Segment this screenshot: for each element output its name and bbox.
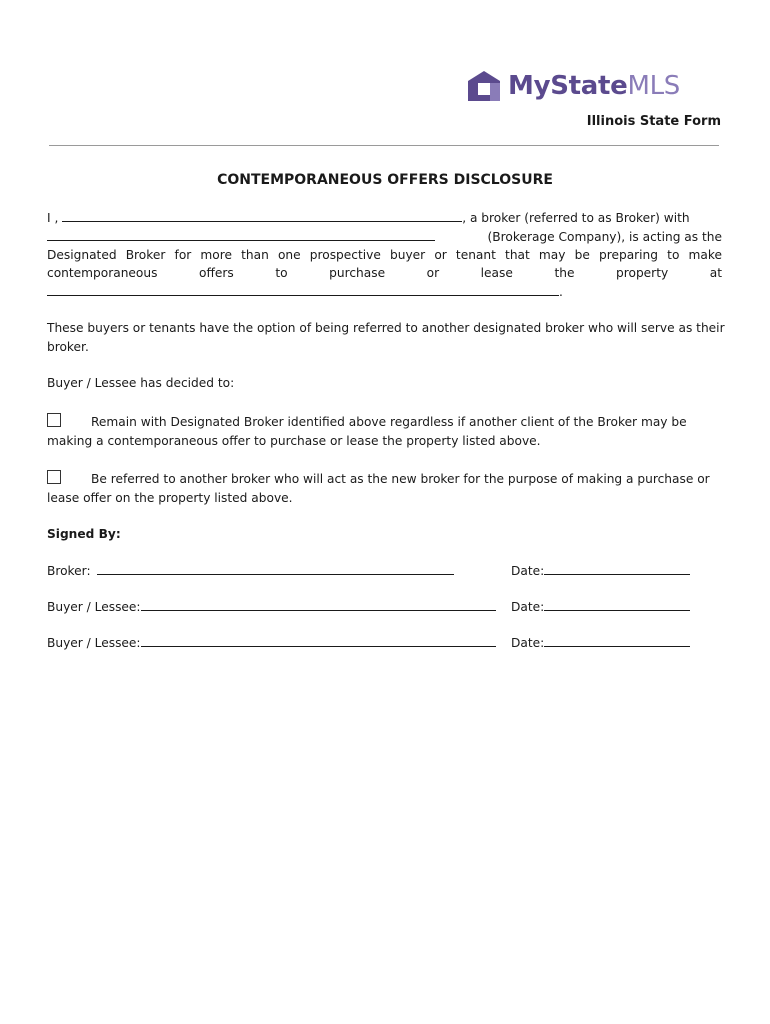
intro-line-5 [47,283,722,301]
buyer-1-signature-label: Buyer / Lessee: [47,600,141,614]
buyer-2-date-blank[interactable] [544,634,690,647]
intro-after-name: , a broker (referred to as Broker) with [462,211,690,225]
broker-name-blank[interactable] [62,209,462,222]
decision-label: Buyer / Lessee has decided to: [47,376,235,390]
intro-word: contemporaneous [47,266,158,280]
option-note: These buyers or tenants have the option of being referred to another designated broker who will serve as their broker. [47,321,725,354]
date-row-broker [511,562,711,580]
property-address-blank[interactable] [47,283,559,296]
buyer-2-date-label: Date: [511,636,545,650]
intro-end-period: . [559,285,563,299]
intro-word: to [275,266,288,280]
date-row-buyer-1 [511,598,711,616]
buyer-2-signature-blank[interactable] [141,634,496,647]
mystatemls-logo [466,68,680,104]
buyer-1-signature-blank[interactable] [141,598,496,611]
intro-line-1 [47,209,722,227]
signed-by-heading: Signed By: [47,527,121,541]
broker-date-label: Date: [511,564,545,578]
house-logo-icon [466,69,502,103]
choice-remain-text: Remain with Designated Broker identified above regardless if another client of the Broker may be making a contemporaneous offer to purchase or lease the property listed above. [47,415,687,448]
broker-signature-blank[interactable] [97,562,454,575]
choice-referred-text: Be referred to another broker who will act as the new broker for the purpose of making a purchase or lease offer on the property listed above. [47,472,710,505]
form-label: Illinois State Form [586,114,721,129]
intro-prefix: I , [47,211,59,225]
intro-after-company: (Brokerage Company), is acting as the [487,230,722,244]
broker-date-blank[interactable] [544,562,690,575]
intro-word: or [426,266,440,280]
intro-line-3-text: Designated Broker for more than one prospective buyer or tenant that may be preparing to make [47,248,722,262]
choice-referred [47,470,725,507]
intro-word: property [616,266,669,280]
buyer-1-date-label: Date: [511,600,545,614]
referred-checkbox[interactable] [47,470,61,484]
logo-wordmark: MyStateMLS [508,71,681,101]
choice-remain [47,413,725,450]
remain-checkbox[interactable] [47,413,61,427]
buyer-2-signature-label: Buyer / Lessee: [47,636,141,650]
intro-word: lease [480,266,513,280]
buyer-1-date-blank[interactable] [544,598,690,611]
header-divider [49,145,719,146]
intro-line-4 [47,264,722,282]
document-title: CONTEMPORANEOUS OFFERS DISCLOSURE [217,172,553,188]
date-row-buyer-2 [511,634,711,652]
intro-word: purchase [329,266,386,280]
intro-word: at [709,266,722,280]
intro-word: offers [199,266,234,280]
broker-signature-label: Broker: [47,564,91,578]
intro-line-3 [47,246,722,264]
intro-word: the [554,266,575,280]
brokerage-company-blank[interactable] [47,228,435,241]
intro-line-2 [47,228,722,246]
